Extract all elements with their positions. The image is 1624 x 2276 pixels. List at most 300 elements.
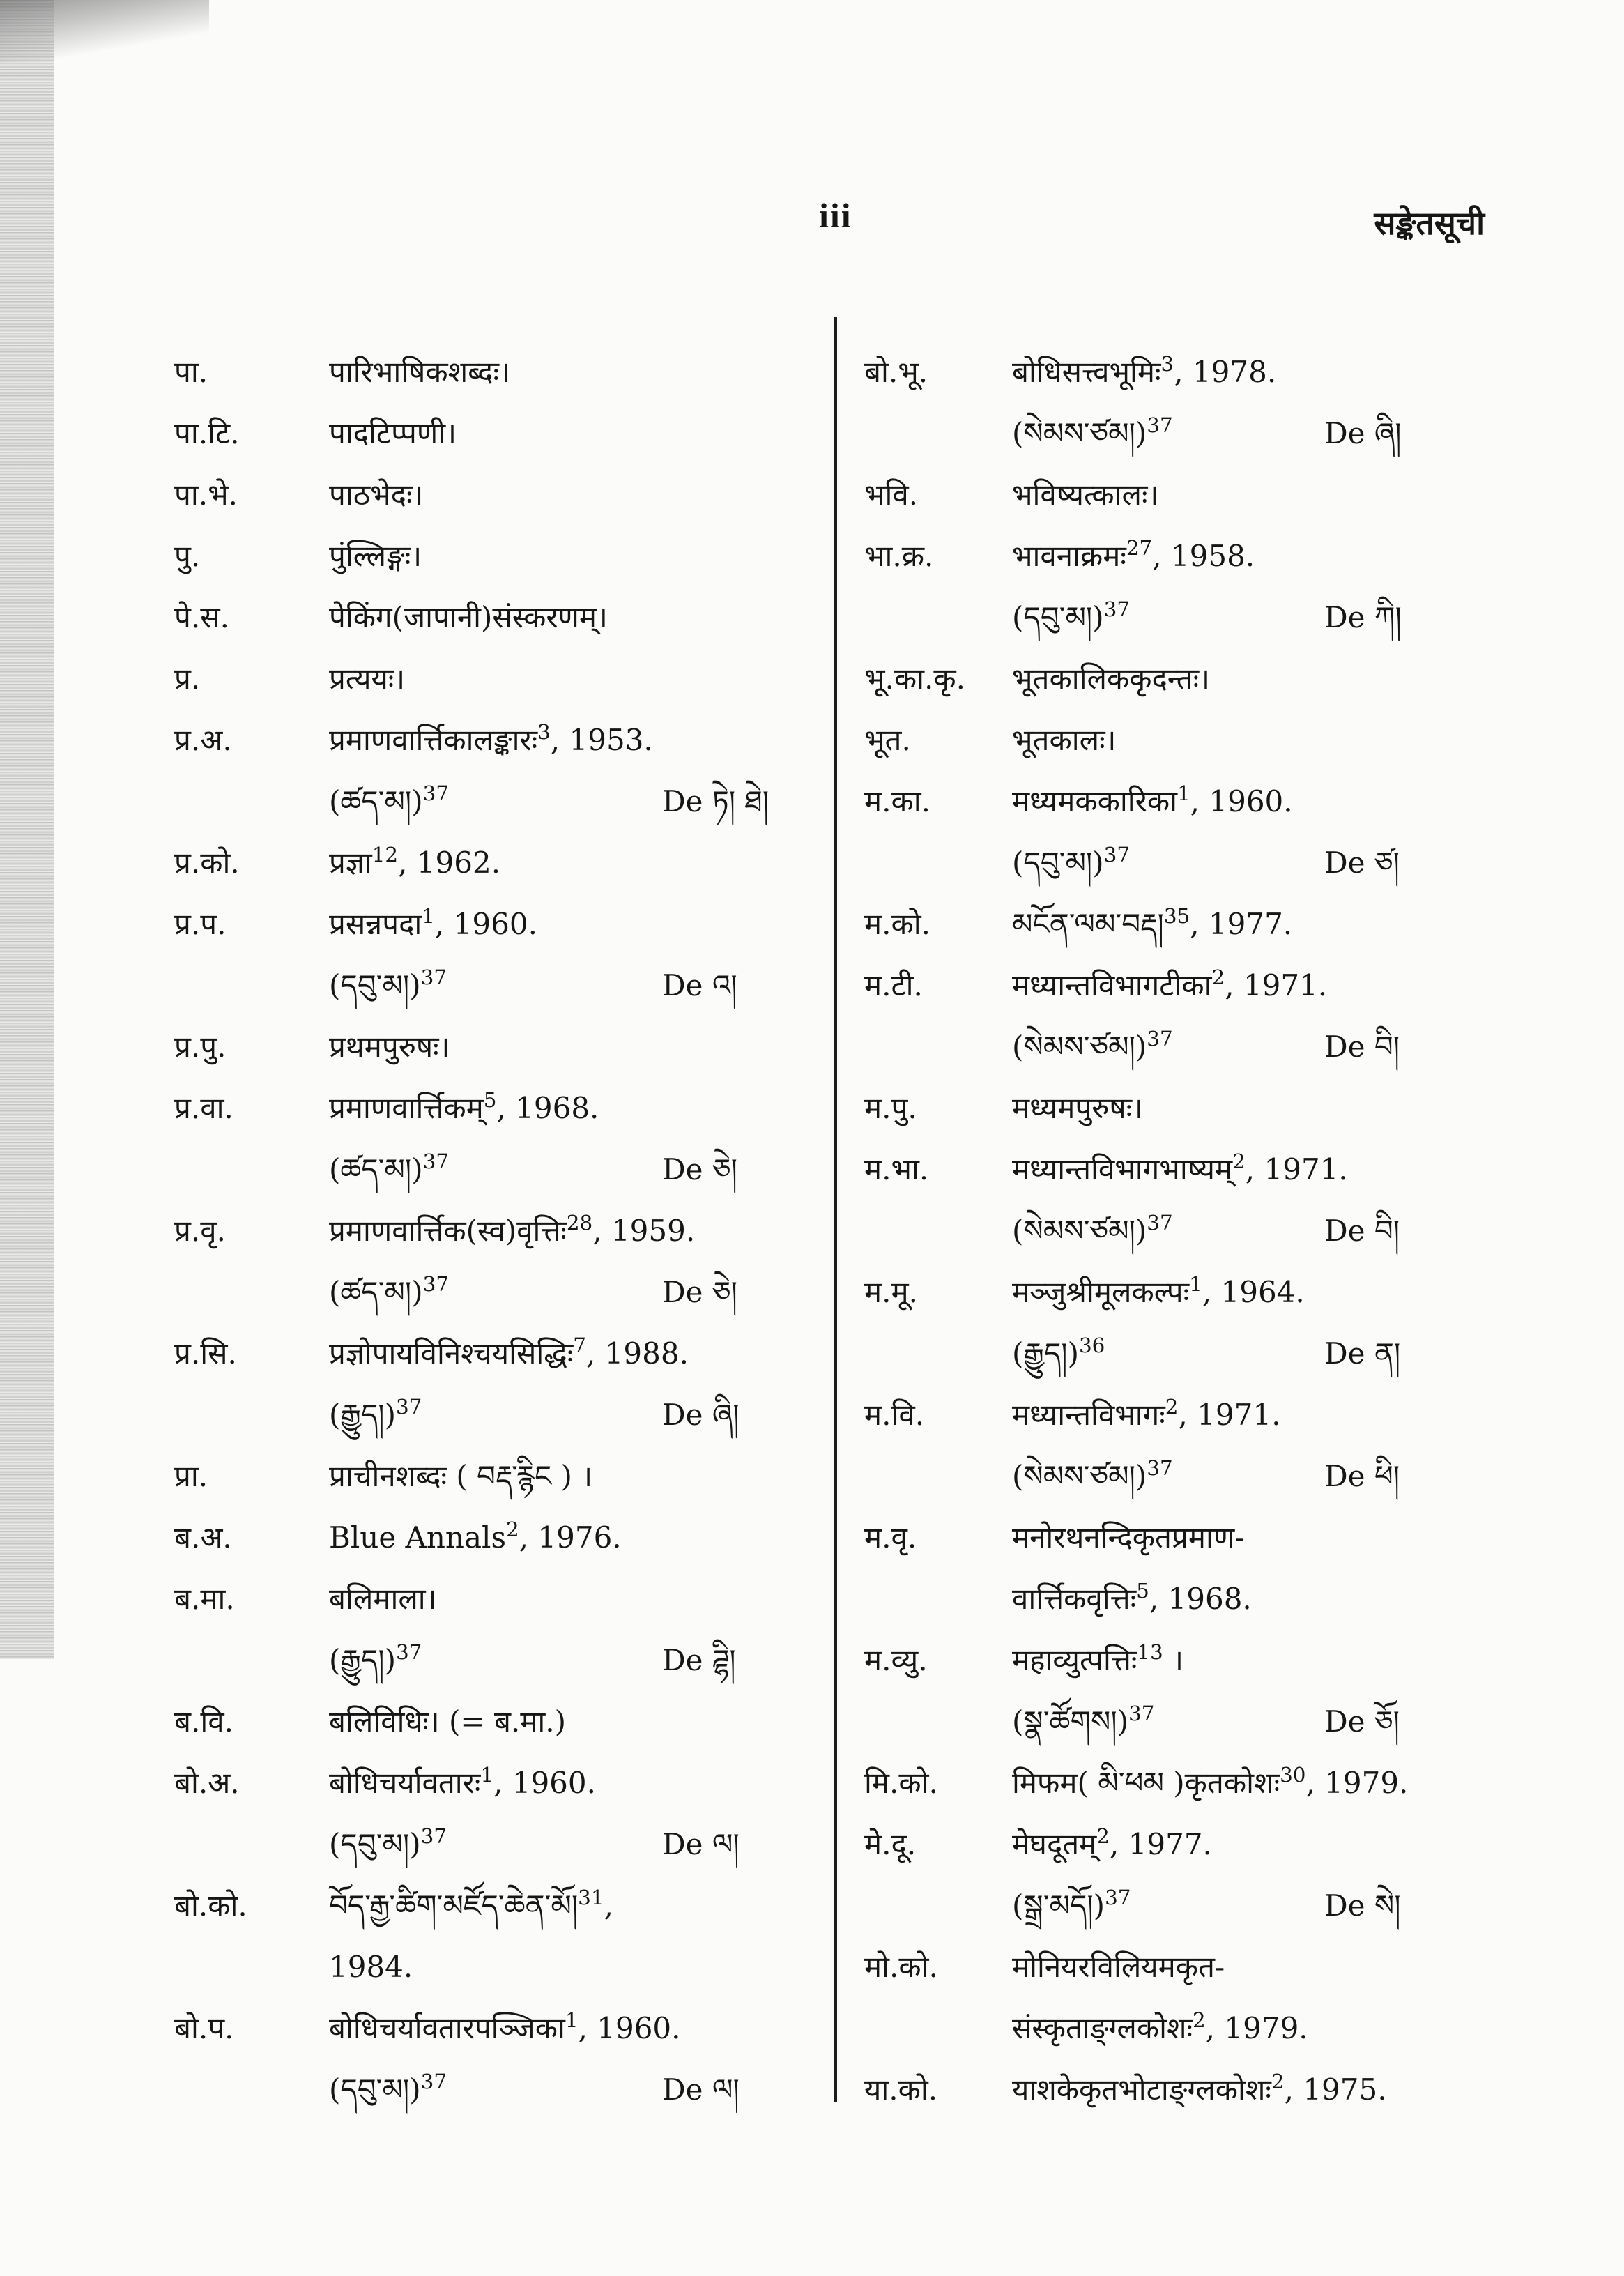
entry-description xyxy=(329,1200,695,1262)
entry-year: , 1958. xyxy=(1152,539,1255,573)
entry-description xyxy=(1012,894,1292,955)
entry-superscript: 1 xyxy=(422,903,435,928)
entry-superscript: 3 xyxy=(1160,351,1174,376)
entry-abbreviation: पे.स. xyxy=(174,600,229,634)
entry-superscript: 5 xyxy=(483,1087,497,1112)
entry-abbreviation: बो.अ. xyxy=(174,1766,240,1800)
entry-text: བོད་རྒྱ་ཚིག་མཛོད་ཆེན་མོ། xyxy=(329,1888,579,1923)
entry-row xyxy=(864,464,1464,526)
entry-row xyxy=(174,1016,781,1078)
entry-superscript: 37 xyxy=(422,1271,450,1296)
entry-superscript: 2 xyxy=(1232,1149,1246,1173)
entry-superscript: 2 xyxy=(1271,2069,1285,2093)
entry-text: (དབུ་མ།) xyxy=(329,1827,421,1861)
entry-description xyxy=(1012,1078,1143,1139)
entry-description xyxy=(1012,1323,1105,1384)
entry-derge-reference: De ཞི། xyxy=(662,1398,740,1432)
entry-description xyxy=(1012,1568,1252,1630)
entry-superscript: 37 xyxy=(395,1394,422,1419)
entry-abbreviation: पा.टि. xyxy=(174,416,240,450)
page-number: iii xyxy=(819,196,852,235)
entry-row xyxy=(864,403,1464,464)
entry-text: मध्यमपुरुषः। xyxy=(1012,1091,1144,1125)
entry-row xyxy=(174,648,781,710)
entry-row xyxy=(174,1937,781,1998)
entry-row xyxy=(174,1507,781,1568)
entry-row xyxy=(174,832,781,894)
entry-text: (ཚད་མ།) xyxy=(329,1275,423,1309)
entry-text: प्राचीनशब्दः ( བརྡ་རྙིང ) । xyxy=(329,1459,593,1493)
entry-year: , 1964. xyxy=(1202,1275,1305,1309)
entry-row xyxy=(864,648,1464,710)
entry-derge-reference: De ཞི། xyxy=(1324,416,1402,450)
entry-description xyxy=(329,1446,592,1507)
entry-description xyxy=(1012,1691,1155,1752)
entry-derge-reference: De ཀི། xyxy=(1324,600,1402,634)
entry-year: , 1978. xyxy=(1174,355,1277,389)
entry-description xyxy=(1012,1384,1280,1446)
entry-text: मञ्जुश्रीमूलकल्पः xyxy=(1012,1275,1190,1309)
entry-description xyxy=(1012,771,1293,832)
entry-row xyxy=(864,1814,1464,1875)
entry-abbreviation: पा.भे. xyxy=(174,478,238,512)
entry-year: । xyxy=(1163,1643,1184,1677)
entry-row xyxy=(174,1262,781,1323)
entry-derge-reference: De ན། xyxy=(1324,1336,1401,1370)
entry-text: प्रज्ञा xyxy=(329,846,372,880)
entry-row xyxy=(864,1875,1464,1937)
entry-row xyxy=(864,1752,1464,1814)
entry-superscript: 37 xyxy=(420,965,447,989)
entry-year: , 1960. xyxy=(493,1766,596,1800)
entry-superscript: 37 xyxy=(395,1640,422,1664)
entry-text: बोधिचर्यावतारः xyxy=(329,1766,481,1800)
entry-row xyxy=(864,710,1464,771)
entry-derge-reference: De ཅེ། xyxy=(662,1275,737,1309)
entry-abbreviation: प्र. xyxy=(174,662,201,696)
entry-row xyxy=(864,1139,1464,1200)
entry-row xyxy=(174,1568,781,1630)
entry-text: भूतकालिककृदन्तः। xyxy=(1012,662,1211,696)
entry-description xyxy=(1012,1998,1308,2059)
entry-text: मनोरथनन्दिकृतप्रमाण- xyxy=(1012,1520,1245,1555)
entry-row xyxy=(174,771,781,832)
entry-row xyxy=(864,1262,1464,1323)
entry-row xyxy=(864,1937,1464,1998)
entry-text: མངོན་ལམ་བརྡ། xyxy=(1012,907,1164,941)
entry-row xyxy=(174,1630,781,1691)
entry-text: भूतकालः। xyxy=(1012,723,1117,757)
entry-text: पारिभाषिकशब्दः। xyxy=(329,355,510,389)
entry-description xyxy=(329,526,422,587)
column-divider xyxy=(834,317,837,2102)
entry-abbreviation: मो.को. xyxy=(864,1950,938,1984)
entry-row xyxy=(864,2059,1464,2121)
entry-description xyxy=(1012,710,1116,771)
entry-description xyxy=(329,1752,596,1814)
entry-row xyxy=(864,1323,1464,1384)
entry-row xyxy=(174,526,781,587)
entry-superscript: 37 xyxy=(1147,1210,1173,1235)
entry-description xyxy=(1012,955,1327,1016)
entry-abbreviation: प्र.प. xyxy=(174,907,227,941)
entry-text: (དབུ་མ།) xyxy=(329,2072,421,2107)
entry-superscript: 7 xyxy=(573,1333,586,1357)
entry-row xyxy=(864,1568,1464,1630)
entry-text: भविष्यत्कालः। xyxy=(1012,478,1159,512)
entry-superscript: 5 xyxy=(1136,1578,1149,1603)
entry-year: , 1960. xyxy=(434,907,537,941)
entry-description xyxy=(1012,587,1130,648)
entry-row xyxy=(864,1507,1464,1568)
entry-row xyxy=(174,1875,781,1937)
entry-abbreviation: पा. xyxy=(174,355,208,389)
entry-abbreviation: ब.वि. xyxy=(174,1704,233,1739)
entry-text: (རྒྱུད།) xyxy=(329,1398,396,1432)
entry-abbreviation: म.भा. xyxy=(864,1152,929,1186)
entry-year: , 1960. xyxy=(578,2011,681,2045)
entry-abbreviation: मि.को. xyxy=(864,1766,938,1800)
entry-text: प्रज्ञोपायविनिश्चयसिद्धिः xyxy=(329,1336,574,1370)
entry-row xyxy=(174,342,781,403)
entry-description xyxy=(329,1691,566,1752)
entry-row xyxy=(174,1998,781,2059)
entry-description xyxy=(329,587,608,648)
entry-description xyxy=(1012,1446,1173,1507)
entry-year: , 1979. xyxy=(1205,2011,1308,2045)
entry-row xyxy=(864,587,1464,648)
entry-text: मोनियरविलियमकृत- xyxy=(1012,1950,1225,1984)
entry-description xyxy=(1012,1507,1244,1568)
entry-row xyxy=(174,1323,781,1384)
entry-abbreviation: म.को. xyxy=(864,907,930,941)
entry-row xyxy=(174,464,781,526)
entry-text: (ཚད་མ།) xyxy=(329,784,423,818)
entry-superscript: 28 xyxy=(566,1210,593,1235)
entry-text: बोधिचर्यावतारपञ्जिका xyxy=(329,2011,565,2045)
entry-row xyxy=(174,1078,781,1139)
entry-superscript: 2 xyxy=(1211,965,1225,989)
entry-superscript: 1 xyxy=(1189,1271,1202,1296)
entry-abbreviation: मे.दू. xyxy=(864,1827,917,1861)
entry-abbreviation: भू.का.कृ. xyxy=(864,662,965,696)
entry-row xyxy=(864,1078,1464,1139)
entry-text: प्रमाणवार्त्तिक(स्व)वृत्तिः xyxy=(329,1214,567,1248)
entry-abbreviation: म.टी. xyxy=(864,968,923,1002)
entry-superscript: 27 xyxy=(1126,535,1153,560)
entry-description xyxy=(1012,1814,1212,1875)
entry-abbreviation: प्रा. xyxy=(174,1459,208,1493)
entry-abbreviation: म.पु. xyxy=(864,1091,917,1125)
entry-row xyxy=(864,832,1464,894)
entry-abbreviation: प्र.वृ. xyxy=(174,1214,226,1248)
entry-description xyxy=(329,1016,450,1078)
entry-superscript: 2 xyxy=(1165,1394,1179,1419)
entry-year: , 1953. xyxy=(550,723,653,757)
entry-text: प्रमाणवार्त्तिकम् xyxy=(329,1091,484,1125)
entry-year: , 1977. xyxy=(1110,1827,1212,1861)
entry-text: मध्यान्तविभागः xyxy=(1012,1398,1165,1432)
entry-description xyxy=(329,1139,449,1200)
entry-text: 1984. xyxy=(329,1950,413,1984)
entry-description xyxy=(329,1814,447,1875)
entry-superscript: 31 xyxy=(578,1885,604,1909)
entry-superscript: 37 xyxy=(1147,1456,1173,1480)
entry-description xyxy=(1012,526,1255,587)
left-column xyxy=(174,342,781,2121)
entry-text: मिफम( མི་ཕམ )कृतकोशः xyxy=(1012,1766,1280,1800)
entry-text: याशकेकृतभोटाङ्ग्लकोशः xyxy=(1012,2072,1271,2107)
entry-superscript: 2 xyxy=(1096,1824,1110,1848)
entry-superscript: 2 xyxy=(1193,2008,1206,2032)
entry-text: मध्यान्तविभागभाष्यम् xyxy=(1012,1152,1233,1186)
entry-derge-reference: De ལ། xyxy=(662,2072,740,2107)
entry-description xyxy=(329,1078,599,1139)
entry-description xyxy=(1012,342,1276,403)
entry-row xyxy=(864,1016,1464,1078)
entry-text: मध्यान्तविभागटीका xyxy=(1012,968,1212,1002)
entry-description xyxy=(329,1262,449,1323)
entry-superscript: 30 xyxy=(1280,1762,1306,1787)
entry-year: , 1968. xyxy=(496,1091,599,1125)
entry-abbreviation: पु. xyxy=(174,539,201,573)
entry-derge-reference: De ཙ། xyxy=(1324,846,1400,880)
entry-description xyxy=(329,1937,413,1998)
entry-row xyxy=(864,1691,1464,1752)
entry-description xyxy=(1012,1200,1173,1262)
entry-row xyxy=(174,1139,781,1200)
page-header xyxy=(0,195,1624,251)
entry-superscript: 35 xyxy=(1163,903,1190,928)
entry-row xyxy=(174,1752,781,1814)
entry-text: मध्यमककारिका xyxy=(1012,784,1177,818)
entry-description xyxy=(329,648,405,710)
entry-abbreviation: बो.प. xyxy=(174,2011,234,2045)
entry-derge-reference: De ཅེ། xyxy=(662,1152,737,1186)
entry-row xyxy=(864,1630,1464,1691)
entry-description xyxy=(1012,832,1130,894)
entry-year: , 1971. xyxy=(1245,1152,1348,1186)
entry-row xyxy=(864,1200,1464,1262)
entry-row xyxy=(174,1446,781,1507)
entry-text: प्रमाणवार्त्तिकालङ्कारः xyxy=(329,723,538,757)
entry-abbreviation: म.व्यु. xyxy=(864,1643,928,1677)
entry-row xyxy=(174,894,781,955)
entry-text: (སེམས་ཙམ།) xyxy=(1012,416,1147,450)
entry-text: भावनाक्रमः xyxy=(1012,539,1126,573)
entry-description xyxy=(329,955,447,1016)
entry-description xyxy=(1012,648,1210,710)
entry-row xyxy=(174,1200,781,1262)
entry-derge-reference: De བི། xyxy=(1324,1214,1400,1248)
entry-year: , 1968. xyxy=(1149,1582,1252,1616)
entry-text: (སེམས་ཙམ།) xyxy=(1012,1030,1147,1064)
entry-description xyxy=(329,464,423,526)
entry-superscript: 13 xyxy=(1137,1640,1163,1664)
entry-text: Blue Annals xyxy=(329,1520,507,1555)
entry-abbreviation: म.वि. xyxy=(864,1398,925,1432)
entry-year: , 1971. xyxy=(1225,968,1328,1002)
entry-row xyxy=(174,1384,781,1446)
entry-text: प्रत्ययः। xyxy=(329,662,406,696)
entry-superscript: 1 xyxy=(480,1762,494,1787)
entry-text: (སྣ་ཚོགས།) xyxy=(1012,1704,1129,1739)
entry-description xyxy=(1012,1139,1348,1200)
entry-description xyxy=(329,1384,422,1446)
entry-superscript: 37 xyxy=(420,1824,447,1848)
entry-year: , 1962. xyxy=(398,846,501,880)
entry-row xyxy=(174,1691,781,1752)
entry-derge-reference: De འ། xyxy=(662,968,737,1002)
entry-abbreviation: या.को. xyxy=(864,2072,938,2107)
entry-superscript: 37 xyxy=(422,1149,450,1173)
entry-row xyxy=(174,2059,781,2121)
entry-abbreviation: बो.को. xyxy=(174,1888,247,1923)
entry-abbreviation: भूत. xyxy=(864,723,911,757)
entry-row xyxy=(864,894,1464,955)
entry-superscript: 1 xyxy=(565,2008,579,2032)
entry-row xyxy=(174,403,781,464)
entry-text: बलिमाला। xyxy=(329,1582,437,1616)
entry-row xyxy=(864,526,1464,587)
entry-text: (སེམས་ཙམ།) xyxy=(1012,1459,1147,1493)
entry-abbreviation: प्र.सि. xyxy=(174,1336,237,1370)
entry-text: पुंल्लिङ्गः। xyxy=(329,539,422,573)
entry-text: (དབུ་མ།) xyxy=(329,968,421,1002)
entry-text: पाठभेदः। xyxy=(329,478,424,512)
entry-description xyxy=(1012,1630,1183,1691)
entry-superscript: 1 xyxy=(1177,781,1190,805)
scan-corner-shadow xyxy=(0,0,209,63)
entry-abbreviation: भवि. xyxy=(864,478,919,512)
entry-text: (དབུ་མ།) xyxy=(1012,600,1104,634)
entry-description xyxy=(1012,1875,1131,1937)
entry-row xyxy=(174,587,781,648)
entry-superscript: 2 xyxy=(506,1517,519,1541)
entry-description xyxy=(329,710,653,771)
entry-description xyxy=(329,771,449,832)
entry-description xyxy=(329,1323,689,1384)
entry-description xyxy=(1012,1752,1408,1814)
entry-text: बलिविधिः। (= ब.मा.) xyxy=(329,1704,567,1739)
entry-text: प्रसन्नपदा xyxy=(329,907,422,941)
entry-superscript: 37 xyxy=(1128,1701,1155,1725)
entry-superscript: 37 xyxy=(422,781,450,805)
entry-year: , 1960. xyxy=(1190,784,1293,818)
entry-year: , 1975. xyxy=(1284,2072,1387,2107)
entry-description xyxy=(329,1507,622,1568)
entry-row xyxy=(864,342,1464,403)
entry-year: , 1979. xyxy=(1305,1766,1409,1800)
right-column xyxy=(864,342,1464,2121)
entry-text: (ཚད་མ།) xyxy=(329,1152,423,1186)
entry-description xyxy=(329,1875,613,1937)
entry-row xyxy=(864,955,1464,1016)
entry-year: , xyxy=(604,1888,613,1923)
entry-abbreviation: प्र.पु. xyxy=(174,1030,227,1064)
entry-abbreviation: म.मू. xyxy=(864,1275,918,1309)
entry-derge-reference: De ལ། xyxy=(662,1827,740,1861)
entry-derge-reference: De ཅོ། xyxy=(1324,1704,1400,1739)
entry-row xyxy=(864,771,1464,832)
entry-derge-reference: De ཕི། xyxy=(1324,1459,1400,1493)
entry-superscript: 37 xyxy=(420,2069,447,2093)
entry-abbreviation: प्र.अ. xyxy=(174,723,232,757)
entry-row xyxy=(174,1814,781,1875)
entry-derge-reference: De བི། xyxy=(1324,1030,1400,1064)
entry-description xyxy=(329,2059,447,2121)
entry-description xyxy=(1012,1016,1173,1078)
entry-description xyxy=(1012,403,1173,464)
entry-abbreviation: बो.भू. xyxy=(864,355,928,389)
entry-superscript: 37 xyxy=(1105,1885,1131,1909)
entry-year: , 1971. xyxy=(1178,1398,1281,1432)
entry-abbreviation: प्र.को. xyxy=(174,846,240,880)
entry-abbreviation: भा.क्र. xyxy=(864,539,934,573)
entry-row xyxy=(864,1384,1464,1446)
entry-description xyxy=(329,1568,437,1630)
entry-text: (དབུ་མ།) xyxy=(1012,846,1104,880)
entry-text: वार्त्तिकवृत्तिः xyxy=(1012,1582,1137,1616)
entry-description xyxy=(1012,1262,1305,1323)
entry-superscript: 37 xyxy=(1103,842,1131,866)
entry-row xyxy=(174,710,781,771)
entry-text: महाव्युत्पत्तिः xyxy=(1012,1643,1137,1677)
entry-row xyxy=(864,1446,1464,1507)
entry-abbreviation: ब.मा. xyxy=(174,1582,235,1616)
running-title: सङ्केतसूची xyxy=(1374,204,1485,242)
entry-text: पेकिंग(जापानी)संस्करणम्। xyxy=(329,600,608,634)
entry-abbreviation: म.का. xyxy=(864,784,930,818)
entry-text: पादटिप्पणी। xyxy=(329,416,457,450)
entry-text: (རྒྱུད།) xyxy=(329,1643,396,1677)
entry-year: , 1988. xyxy=(585,1336,689,1370)
entry-text: संस्कृताङ्ग्लकोशः xyxy=(1012,2011,1193,2045)
entry-superscript: 37 xyxy=(1147,413,1173,437)
entry-description xyxy=(329,1630,422,1691)
entry-description xyxy=(329,403,457,464)
entry-superscript: 12 xyxy=(371,842,399,866)
entry-superscript: 37 xyxy=(1147,1026,1173,1051)
entry-abbreviation: म.वृ. xyxy=(864,1520,917,1555)
entry-abbreviation: ब.अ. xyxy=(174,1520,232,1555)
entry-text: बोधिसत्त्वभूमिः xyxy=(1012,355,1161,389)
entry-derge-reference: De ཌྷི། xyxy=(662,1643,736,1677)
entry-superscript: 36 xyxy=(1078,1333,1105,1357)
entry-description xyxy=(329,832,500,894)
entry-description xyxy=(1012,464,1158,526)
entry-abbreviation: प्र.वा. xyxy=(174,1091,233,1125)
entry-year: , 1977. xyxy=(1190,907,1293,941)
entry-row xyxy=(864,1998,1464,2059)
entry-year: , 1976. xyxy=(519,1520,622,1555)
entry-text: (སྒྲ་མདོ།) xyxy=(1012,1888,1105,1923)
entry-derge-reference: De ཏེ། ཐེ། xyxy=(662,784,769,818)
entry-superscript: 37 xyxy=(1103,597,1131,621)
entry-description xyxy=(1012,1937,1225,1998)
entry-text: प्रथमपुरुषः। xyxy=(329,1030,450,1064)
entry-text: (སེམས་ཙམ།) xyxy=(1012,1214,1147,1248)
entry-description xyxy=(329,894,537,955)
entry-derge-reference: De སེ། xyxy=(1324,1888,1401,1923)
entry-text: (རྒྱུད།) xyxy=(1012,1336,1079,1370)
entry-description xyxy=(329,342,510,403)
entry-text: मेघदूतम् xyxy=(1012,1827,1097,1861)
entry-description xyxy=(329,1998,681,2059)
entry-year: , 1959. xyxy=(592,1214,696,1248)
entry-description xyxy=(1012,2059,1387,2121)
entry-superscript: 3 xyxy=(537,719,551,744)
